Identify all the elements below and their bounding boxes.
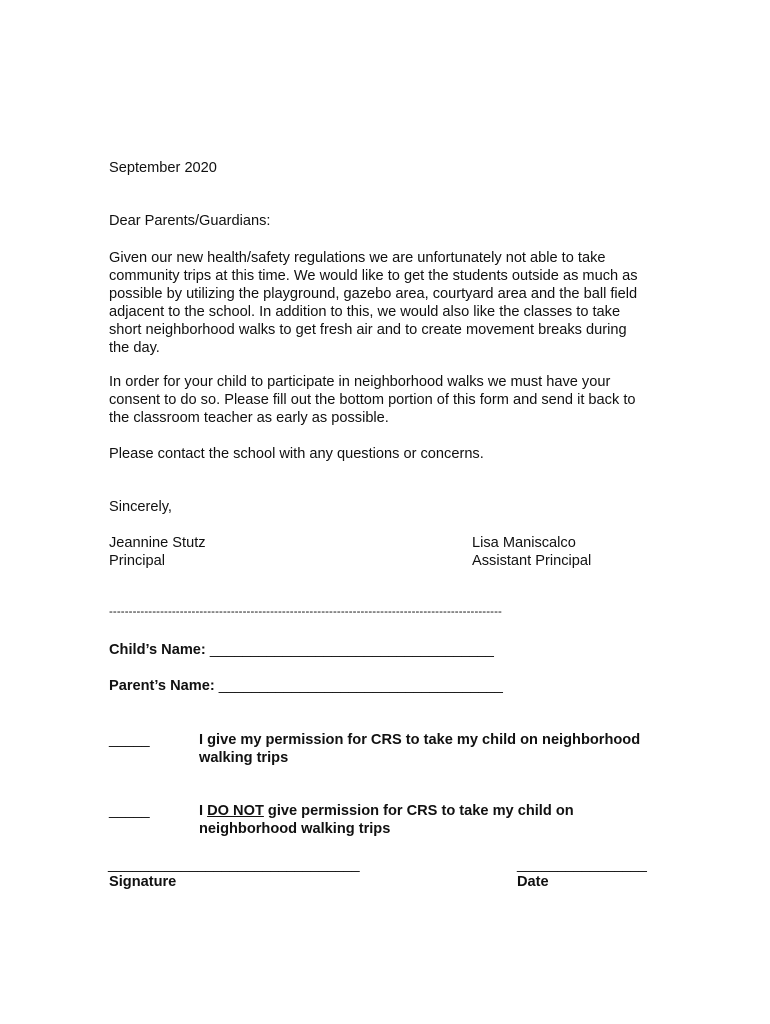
paragraph-line: consent to do so. Please fill out the bottom portion of this form and send it back to: [109, 392, 636, 408]
date-label: Date: [517, 874, 549, 890]
permission-yes-blank[interactable]: _____: [109, 732, 150, 748]
permission-yes-line2: walking trips: [199, 750, 289, 766]
signature-blank[interactable]: _______________________________: [108, 857, 360, 873]
paragraph-line: In order for your child to participate in neighborhood walks we must have your: [109, 374, 611, 390]
permission-no-line1: [199, 802, 574, 820]
body-paragraph-1: [109, 249, 669, 357]
date-blank[interactable]: ________________: [517, 857, 647, 873]
do-not-emphasis: DO NOT: [207, 803, 264, 819]
signer-right-title: Assistant Principal: [472, 553, 592, 569]
cut-line: ----------------------------------------------------------------------------------------------------: [109, 606, 502, 618]
paragraph-line: Given our new health/safety regulations we are unfortunately not able to take: [109, 250, 606, 266]
closing: Sincerely,: [109, 499, 172, 515]
parent-name-field[interactable]: [109, 677, 503, 695]
signer-left-name: Jeannine Stutz: [109, 535, 206, 551]
signer-right-name: Lisa Maniscalco: [472, 535, 576, 551]
paragraph-line: the day.: [109, 340, 160, 356]
paragraph-line: the classroom teacher as early as possible.: [109, 410, 389, 426]
paragraph-line: possible by utilizing the playground, gazebo area, courtyard area and the ball field: [109, 286, 638, 302]
permission-no-line2: neighborhood walking trips: [199, 821, 391, 837]
permission-yes-line1: I give my permission for CRS to take my child on neighborhood: [199, 732, 641, 748]
child-name-field[interactable]: [109, 641, 494, 659]
body-paragraph-2: [109, 373, 669, 427]
permission-no-rest: give permission for CRS to take my child on: [263, 803, 574, 819]
paragraph-line: short neighborhood walks to get fresh air and to create movement breaks during: [109, 322, 627, 338]
paragraph-line: adjacent to the school. In addition to this, we would also like the classes to take: [109, 304, 621, 320]
permission-no-blank[interactable]: _____: [109, 803, 150, 819]
paragraph-line: community trips at this time. We would like to get the students outside as much as: [109, 268, 638, 284]
child-name-blank[interactable]: ___________________________________: [209, 642, 494, 658]
parent-name-blank[interactable]: ___________________________________: [218, 678, 503, 694]
signer-left-title: Principal: [109, 553, 165, 569]
body-paragraph-3: Please contact the school with any questions or concerns.: [109, 446, 484, 462]
signature-label: Signature: [109, 874, 177, 890]
permission-no-prefix: I: [199, 803, 208, 819]
child-name-label: Child’s Name:: [109, 642, 206, 658]
letter-date: September 2020: [109, 160, 217, 176]
parent-name-label: Parent’s Name:: [109, 678, 215, 694]
salutation: Dear Parents/Guardians:: [109, 213, 271, 229]
